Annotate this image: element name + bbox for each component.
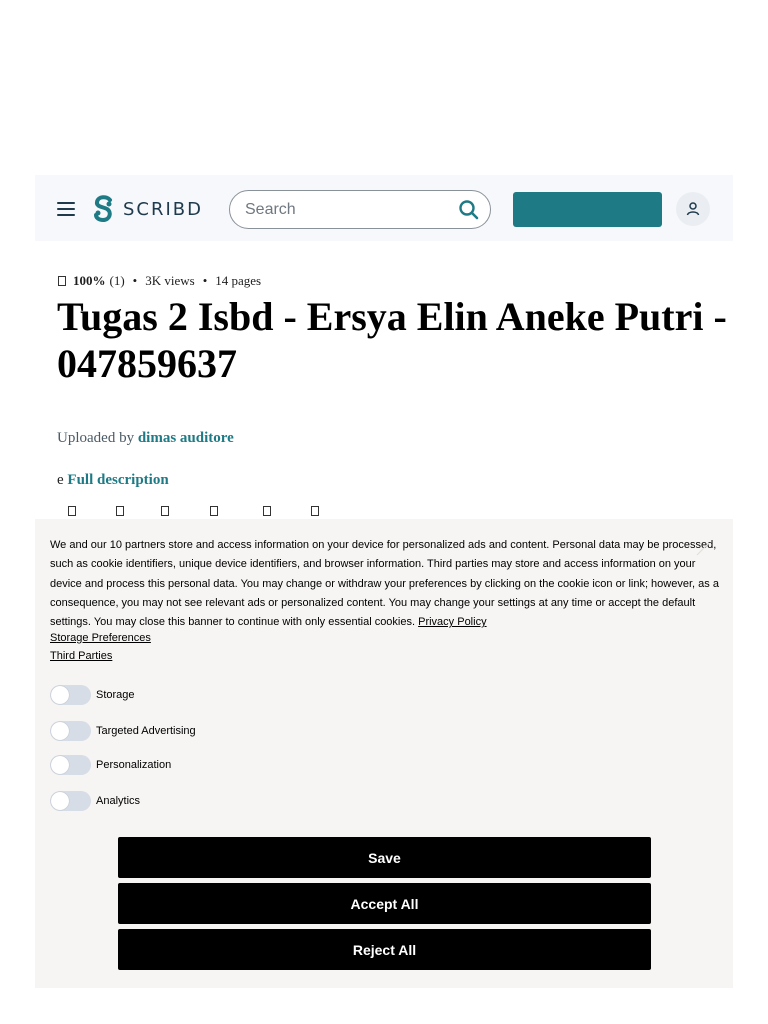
reject-all-button[interactable]: Reject All bbox=[118, 929, 651, 970]
separator: • bbox=[132, 273, 138, 288]
thumbs-up-icon bbox=[58, 276, 66, 286]
uploaded-by-label: Uploaded by bbox=[57, 430, 135, 446]
description-line bbox=[57, 472, 169, 489]
rating-percent: 100% bbox=[73, 273, 106, 288]
document-stats bbox=[58, 273, 261, 289]
toggle-label: Personalization bbox=[96, 759, 172, 771]
dislike-icon[interactable] bbox=[210, 506, 218, 516]
storage-toggle[interactable] bbox=[50, 685, 91, 705]
search-input[interactable] bbox=[245, 201, 458, 219]
targeted-advertising-toggle[interactable] bbox=[50, 721, 91, 741]
search-icon[interactable] bbox=[458, 199, 480, 221]
scribd-logo[interactable] bbox=[93, 195, 203, 223]
upgrade-button[interactable] bbox=[513, 192, 662, 227]
like-icon[interactable] bbox=[161, 506, 169, 516]
toggle-row-targeted-advertising bbox=[50, 721, 196, 741]
uploader-line bbox=[57, 430, 234, 447]
analytics-toggle[interactable] bbox=[50, 791, 91, 811]
site-header bbox=[35, 175, 733, 241]
storage-preferences-link[interactable]: Storage Preferences bbox=[50, 632, 151, 644]
close-icon[interactable] bbox=[695, 541, 711, 557]
user-icon bbox=[685, 201, 701, 217]
logo-wordmark: SCRIBD bbox=[123, 198, 204, 220]
toggle-row-analytics bbox=[50, 791, 140, 811]
toggle-row-personalization bbox=[50, 755, 171, 775]
personalization-toggle[interactable] bbox=[50, 755, 91, 775]
description-snippet: e bbox=[57, 472, 64, 488]
document-title: Tugas 2 Isbd - Ersya Elin Aneke Putri - 047859637 bbox=[57, 294, 727, 386]
rating-count: (1) bbox=[109, 273, 125, 288]
separator: • bbox=[202, 273, 208, 288]
page-count: 14 pages bbox=[215, 273, 262, 288]
scribd-logo-icon bbox=[93, 195, 115, 223]
search-box bbox=[229, 190, 491, 229]
full-description-link[interactable]: Full description bbox=[67, 472, 169, 488]
accept-all-button[interactable]: Accept All bbox=[118, 883, 651, 924]
view-count: 3K views bbox=[145, 273, 195, 288]
menu-icon[interactable] bbox=[57, 202, 75, 216]
consent-text bbox=[50, 536, 722, 632]
more-icon[interactable] bbox=[311, 506, 319, 516]
privacy-policy-link[interactable]: Privacy Policy bbox=[418, 616, 487, 629]
toggle-label: Targeted Advertising bbox=[96, 725, 196, 737]
save-icon[interactable] bbox=[116, 506, 124, 516]
cookie-consent-banner bbox=[35, 519, 733, 988]
share-icon[interactable] bbox=[263, 506, 271, 516]
toggle-label: Storage bbox=[96, 689, 135, 701]
toggle-row-storage bbox=[50, 685, 135, 705]
toggle-label: Analytics bbox=[96, 795, 141, 807]
consent-body: We and our 10 partners store and access information on your device for personalized ads and content. Personal data may be processed, such as cookie identifiers, unique device identifiers, and browser information. Third parties may store and access information on your device and process this personal data. You may change or withdraw your preferences by clicking on the cookie icon or link; however, as a consequence, you may not see relevant ads or personalized content. You may change your settings at any time or accept the default settings. You may close this banner to continue with only essential cookies. bbox=[50, 539, 719, 629]
uploader-link[interactable]: dimas auditore bbox=[137, 430, 234, 446]
user-account-button[interactable] bbox=[676, 192, 710, 226]
third-parties-link[interactable]: Third Parties bbox=[50, 650, 113, 662]
save-button[interactable]: Save bbox=[118, 837, 651, 878]
download-icon[interactable] bbox=[68, 506, 76, 516]
